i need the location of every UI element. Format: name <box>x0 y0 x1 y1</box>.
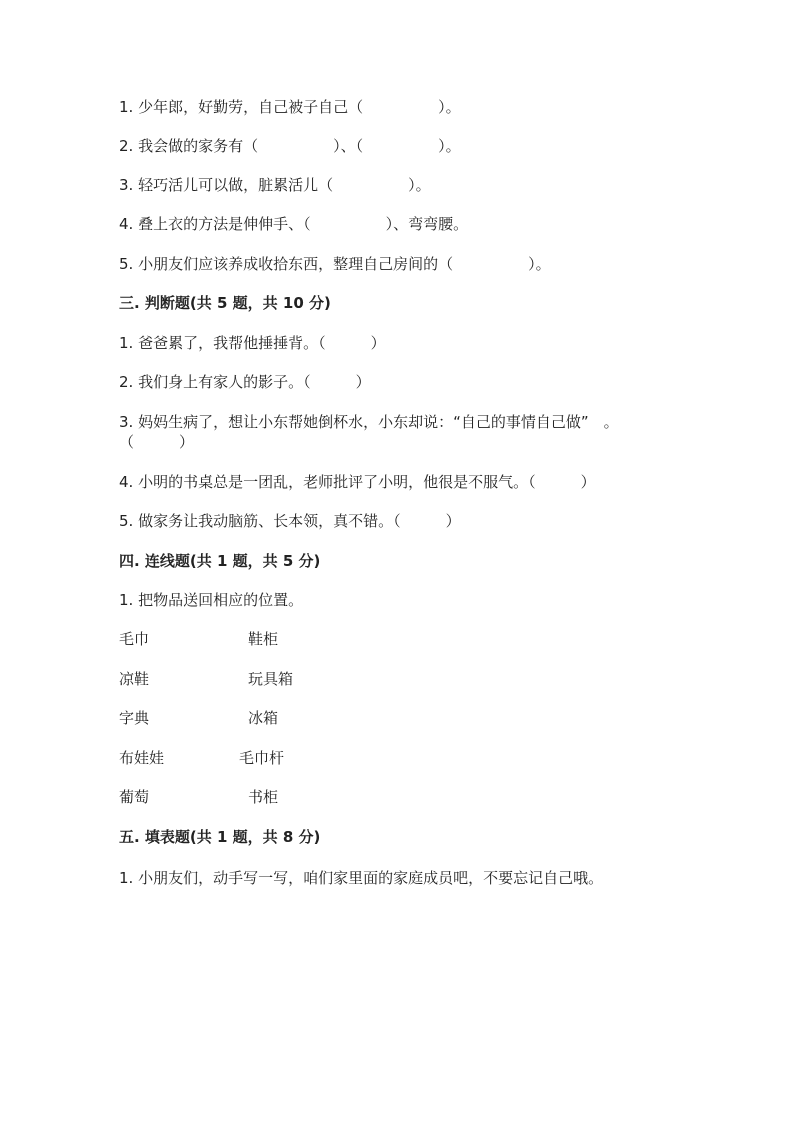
judge-question-3: 3. 妈妈生病了，想让小东帮她倒杯水，小东却说：“自己的事情自己做” 。 <box>119 413 619 431</box>
match-row <box>119 669 419 689</box>
match-item-left: 凉鞋 <box>119 670 150 688</box>
judge-question-1: 1. 爸爸累了，我帮他捶捶背。（ ） <box>119 334 386 352</box>
match-item-right: 冰箱 <box>248 709 279 727</box>
match-item-right: 书柜 <box>248 788 279 806</box>
judge-question-2: 2. 我们身上有家人的影子。（ ） <box>119 373 371 391</box>
fill-blank-question-5: 5. 小朋友们应该养成收拾东西，整理自己房间的（ ）。 <box>119 255 551 273</box>
match-item-left: 葡萄 <box>119 788 150 806</box>
fill-blank-question-4: 4. 叠上衣的方法是伸伸手、（ ）、弯弯腰。 <box>119 215 469 233</box>
match-item-left: 毛巾 <box>119 630 150 648</box>
section-5-heading: 五. 填表题(共 1 题，共 8 分) <box>119 828 321 846</box>
match-row <box>119 787 419 807</box>
match-row <box>119 708 419 728</box>
section-3-heading: 三. 判断题(共 5 题，共 10 分) <box>119 294 331 312</box>
fill-blank-question-1: 1. 少年郎，好勤劳，自己被子自己（ ）。 <box>119 98 461 116</box>
match-question: 1. 把物品送回相应的位置。 <box>119 591 304 609</box>
match-item-right: 毛巾杆 <box>239 749 285 767</box>
judge-question-3-answer-bracket: （ ） <box>119 433 195 451</box>
match-item-left: 字典 <box>119 709 150 727</box>
match-item-right: 鞋柜 <box>248 630 279 648</box>
match-item-right: 玩具箱 <box>248 670 294 688</box>
section-4-heading: 四. 连线题(共 1 题，共 5 分) <box>119 552 321 570</box>
judge-question-5: 5. 做家务让我动脑筋、长本领，真不错。（ ） <box>119 512 461 530</box>
fill-blank-question-2: 2. 我会做的家务有（ ）、（ ）。 <box>119 137 461 155</box>
fill-blank-question-3: 3. 轻巧活儿可以做，脏累活儿（ ）。 <box>119 176 431 194</box>
match-item-left: 布娃娃 <box>119 749 165 767</box>
table-question: 1. 小朋友们，动手写一写，咱们家里面的家庭成员吧，不要忘记自己哦。 <box>119 869 604 887</box>
match-row <box>119 748 419 768</box>
match-row <box>119 629 419 649</box>
judge-question-4: 4. 小明的书桌总是一团乱，老师批评了小明，他很是不服气。（ ） <box>119 473 596 491</box>
